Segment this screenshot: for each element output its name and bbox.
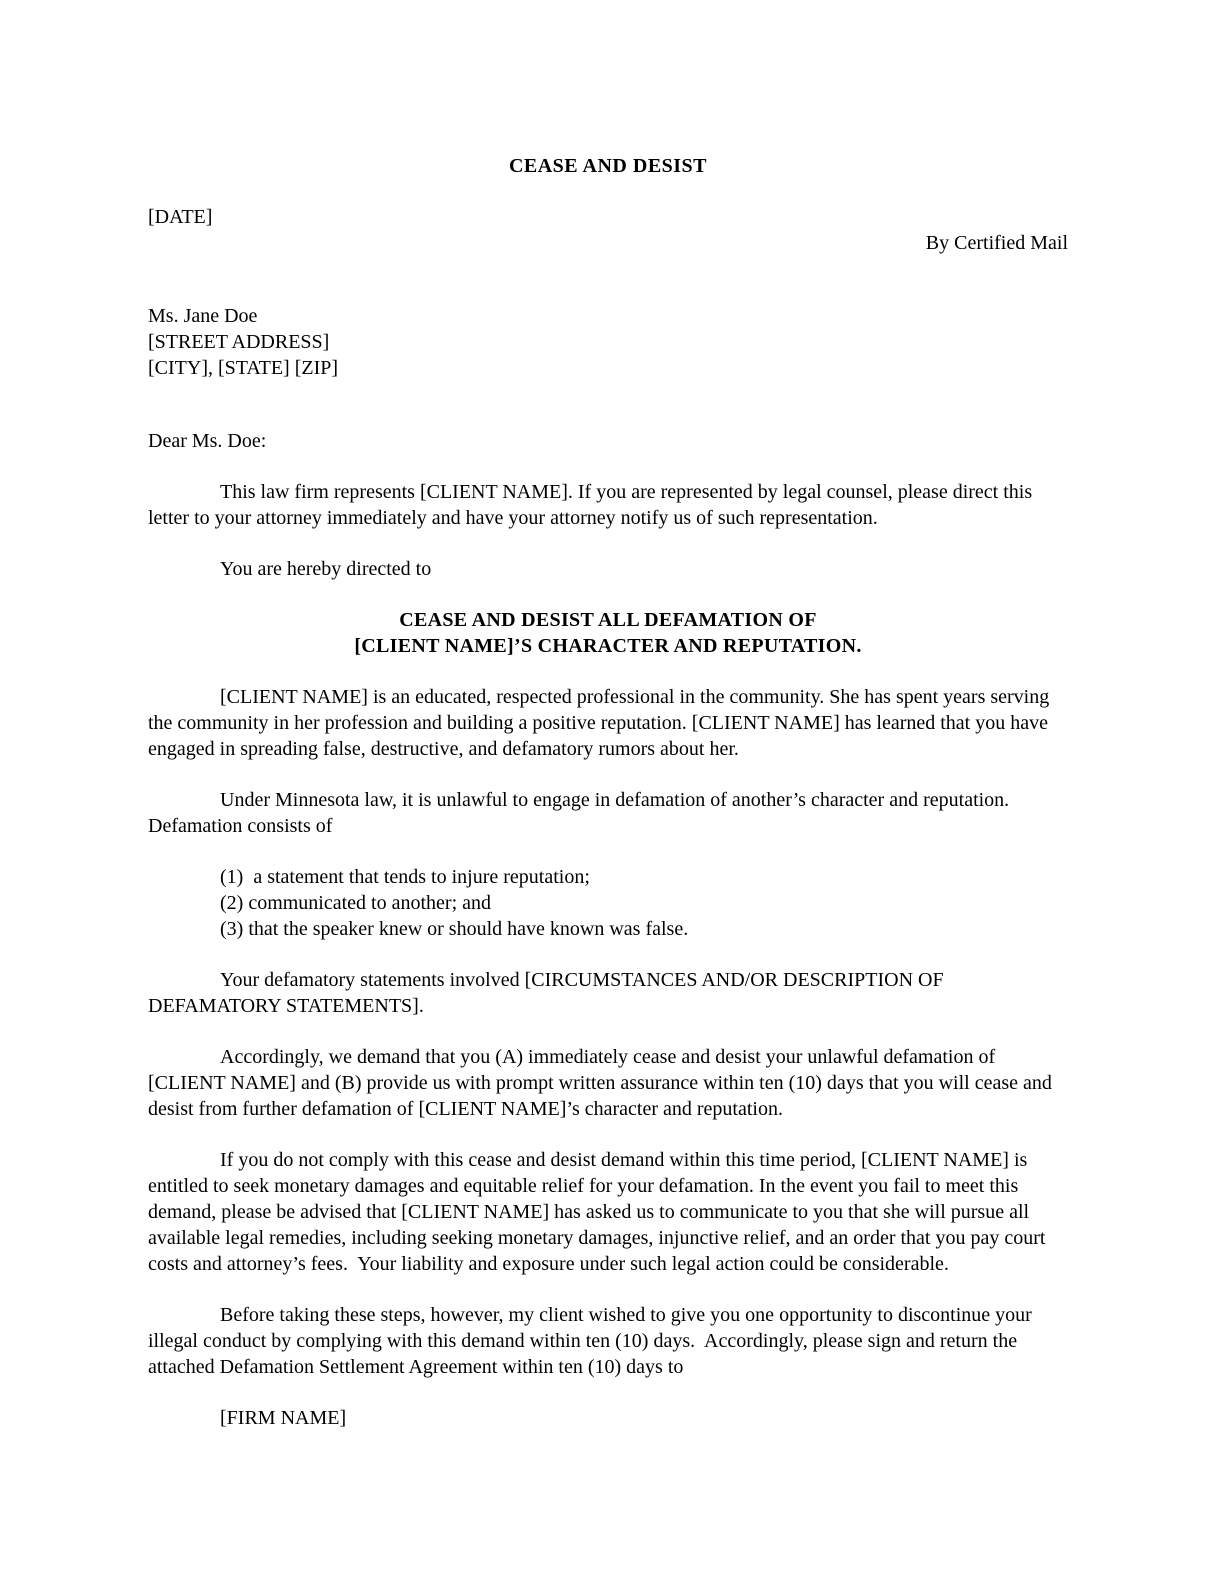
paragraph-representation: This law firm represents [CLIENT NAME]. If you are represented by legal counsel, please direct this letter to your attorney immediately and have your attorney notify us of such representation. [148,481,1038,529]
recipient-city-state-zip: [CITY], [STATE] [ZIP] [148,357,339,379]
date-line: [DATE] [148,206,213,228]
recipient-block [148,303,1068,381]
demand-heading [148,607,1068,659]
delivery-method: By Certified Mail [925,232,1068,254]
paragraph-directive-lead: You are hereby directed to [220,558,432,580]
paragraph-client-background: [CLIENT NAME] is an educated, respected professional in the community. She has spent years serving the community in her profession and building a positive reputation. [CLIENT NAME] has learned that you have engaged in spreading false, destructive, and defamatory rumors about her. [148,686,1055,760]
salutation: Dear Ms. Doe: [148,430,267,452]
letter-title: CEASE AND DESIST [508,155,708,177]
paragraph-consequences: If you do not comply with this cease and desist demand within this time period, [CLIENT NAME] is entitled to seek monetary damages and equitable relief for your defamation. In the event you fail to meet this demand, please be advised that [CLIENT NAME] has asked us to communicate to you that she will pursue all available legal remedies, including seeking monetary damages, injunctive relief, and an order that you pay court costs and attorney’s fees. Your liability and exposure under such legal action could be considerable. [148,1149,1051,1275]
defamation-element-1: (1) a statement that tends to injure reputation; [220,866,590,888]
paragraph-opportunity: Before taking these steps, however, my client wished to give you one opportunity to discontinue your illegal conduct by complying with this demand within ten (10) days. Accordingly, please sign and return the attached Defamation Settlement Agreement within ten (10) days to [148,1304,1037,1378]
recipient-street: [STREET ADDRESS] [148,331,330,353]
defamation-element-2: (2) communicated to another; and [220,892,492,914]
recipient-name: Ms. Jane Doe [148,305,258,327]
demand-heading-line1: CEASE AND DESIST ALL DEFAMATION OF [399,609,817,631]
demand-heading-line2: [CLIENT NAME]’S CHARACTER AND REPUTATION. [354,635,862,657]
paragraph-law: Under Minnesota law, it is unlawful to engage in defamation of another’s character and reputation. Defamation consists of [148,789,1020,837]
paragraph-demand: Accordingly, we demand that you (A) immediately cease and desist your unlawful defamation of [CLIENT NAME] and (B) provide us with prompt written assurance within ten (10) days that you will cease and desist from further defamation of [CLIENT NAME]’s character and reputation. [148,1046,1057,1120]
defamation-elements-list [148,864,1068,942]
defamation-element-3: (3) that the speaker knew or should have known was false. [220,918,689,940]
paragraph-statements: Your defamatory statements involved [CIRCUMSTANCES AND/OR DESCRIPTION OF DEFAMATORY STATEMENTS]. [148,969,949,1017]
firm-name-line: [FIRM NAME] [220,1407,347,1429]
